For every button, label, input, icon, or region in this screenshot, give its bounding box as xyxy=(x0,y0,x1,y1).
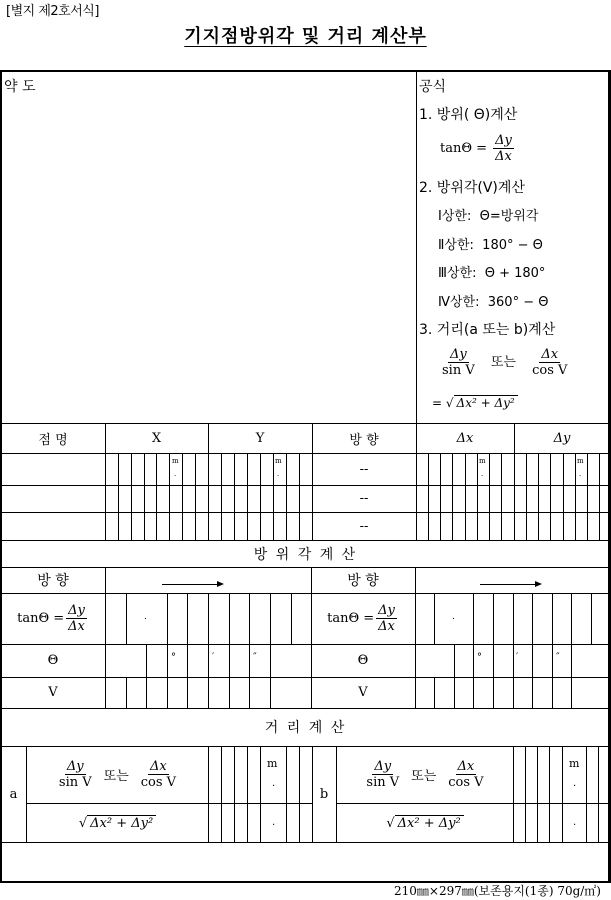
digit-line xyxy=(532,677,533,708)
decimal-mark: . xyxy=(481,470,484,478)
formula-step3: 3. 거리(a 또는 b)계산 xyxy=(419,322,556,338)
unit-mark: m xyxy=(577,457,584,465)
remarks-area[interactable] xyxy=(2,843,608,881)
tan-lhs: tanΘ = xyxy=(327,611,375,626)
header-delta-x: Δx xyxy=(456,430,474,446)
numerator: Δx xyxy=(150,759,167,774)
denominator: Δx xyxy=(378,619,395,634)
digit-line xyxy=(270,593,271,644)
digit-line xyxy=(169,453,170,540)
point-name-input[interactable] xyxy=(1,453,105,485)
digit-line xyxy=(434,677,435,708)
page-title xyxy=(0,22,611,48)
minute-mark: ′ xyxy=(212,652,215,663)
digit-line xyxy=(562,746,563,842)
digit-line xyxy=(586,746,587,842)
quadrant-4 xyxy=(438,291,548,310)
digit-line xyxy=(234,746,235,842)
digit-line xyxy=(273,453,274,540)
header-x: X xyxy=(151,430,162,446)
quadrant-expr: 180° − Θ xyxy=(482,238,543,253)
formula-distance xyxy=(438,347,571,378)
direction-cell[interactable]: -- xyxy=(359,491,369,506)
digit-line xyxy=(550,453,551,540)
formula-heading: 공식 xyxy=(419,79,447,95)
digit-line xyxy=(571,677,572,708)
digit-line xyxy=(131,453,132,540)
or-word: 또는 xyxy=(490,355,516,370)
fraction-cos xyxy=(139,759,178,790)
or-word: 또는 xyxy=(411,769,437,784)
numerator: Δy xyxy=(495,133,512,148)
radicand: Δx² + Δy² xyxy=(395,815,464,831)
distance-label-b: b xyxy=(319,786,329,802)
digit-line xyxy=(532,644,533,677)
digit-line xyxy=(247,453,248,540)
fraction xyxy=(376,603,397,634)
header-y: Y xyxy=(255,430,265,446)
digit-line xyxy=(229,677,230,708)
digit-line xyxy=(270,677,271,708)
degree-mark: ° xyxy=(477,652,482,663)
fraction-cos xyxy=(446,759,485,790)
fraction-sin xyxy=(57,759,94,790)
digit-line xyxy=(525,746,526,842)
azimuth-section-title: 방 위 각 계 산 xyxy=(253,546,358,563)
header-point-name: 점 명 xyxy=(38,432,68,448)
direction-label-right: 방 향 xyxy=(347,573,379,589)
quadrant-label: Ⅲ상한: xyxy=(438,266,477,281)
denominator: sin V xyxy=(58,775,92,790)
digit-line xyxy=(291,593,292,644)
decimal-mark: . xyxy=(452,612,455,622)
digit-line xyxy=(473,593,474,644)
denominator: Δx xyxy=(68,619,85,634)
digit-line xyxy=(537,746,538,842)
digit-line xyxy=(299,746,300,842)
digit-line xyxy=(532,593,533,644)
digit-line xyxy=(234,453,235,540)
denominator: cos V xyxy=(140,775,177,790)
decimal-mark: . xyxy=(277,470,280,478)
v-label-left: V xyxy=(48,685,58,700)
decimal-mark: . xyxy=(144,612,147,622)
quadrant-expr: 360° − Θ xyxy=(487,295,549,310)
numerator: Δx xyxy=(457,759,475,774)
digit-line xyxy=(247,746,248,842)
quadrant-3 xyxy=(438,262,545,281)
radicand: Δx² + Δy² xyxy=(454,395,518,410)
denominator: sin V xyxy=(442,363,475,378)
direction-cell[interactable]: -- xyxy=(359,518,369,534)
digit-line xyxy=(489,453,490,540)
digit-line xyxy=(473,677,474,708)
numerator: Δy xyxy=(378,603,395,618)
numerator: Δy xyxy=(66,759,84,774)
digit-line xyxy=(260,746,261,842)
quadrant-1 xyxy=(438,205,538,224)
digit-line xyxy=(575,453,576,540)
digit-line xyxy=(167,644,168,677)
digit-line xyxy=(229,644,230,677)
distance-sqrt-b xyxy=(337,803,513,842)
digit-line xyxy=(221,453,222,540)
formula-step1: 1. 방위( Θ)계산 xyxy=(419,107,518,123)
digit-line xyxy=(473,644,474,677)
digit-line xyxy=(249,644,250,677)
numerator: Δy xyxy=(374,759,392,774)
quadrant-expr: Θ + 180° xyxy=(484,266,546,281)
v-label-right: V xyxy=(358,685,368,700)
quadrant-label: Ⅰ상한: xyxy=(438,209,472,224)
digit-line xyxy=(187,593,188,644)
digit-line xyxy=(208,644,209,677)
quadrant-label: Ⅳ상한: xyxy=(438,295,480,310)
sqrt-expr: √ Δx² + Δy² xyxy=(446,395,518,410)
denominator: Δx xyxy=(495,149,512,164)
digit-line xyxy=(260,453,261,540)
header-delta-y: Δy xyxy=(553,430,571,446)
digit-line xyxy=(286,746,287,842)
digit-line xyxy=(187,677,188,708)
digit-line xyxy=(167,593,168,644)
quadrant-expr: Θ=방위각 xyxy=(479,209,539,224)
digit-line xyxy=(563,453,564,540)
digit-line xyxy=(208,677,209,708)
digit-line xyxy=(144,453,145,540)
digit-line xyxy=(591,593,592,644)
sketch-area[interactable] xyxy=(3,96,414,421)
decimal-mark: . xyxy=(573,778,577,789)
denominator: cos V xyxy=(448,775,484,790)
digit-line xyxy=(452,453,453,540)
grid-line xyxy=(513,746,514,842)
decimal-mark: . xyxy=(174,470,177,478)
sqrt-expr: √ Δx² + Δy² xyxy=(79,815,156,831)
decimal-mark: . xyxy=(272,778,276,789)
numerator: Δy xyxy=(450,347,467,362)
second-mark: ″ xyxy=(556,652,560,663)
sketch-label: 약 도 xyxy=(4,79,36,95)
decimal-mark: . xyxy=(579,470,582,478)
digit-line xyxy=(440,453,441,540)
digit-line xyxy=(477,453,478,540)
paper-spec-footer: 210㎜×297㎜(보존용지(1종) 70g/㎡) xyxy=(394,884,601,898)
decimal-mark: . xyxy=(272,817,276,828)
theta-label-left: Θ xyxy=(47,653,59,668)
unit-mark: m xyxy=(479,457,486,465)
distance-formula-a xyxy=(27,746,208,803)
digit-line xyxy=(513,677,514,708)
digit-line xyxy=(513,644,514,677)
denominator: sin V xyxy=(366,775,400,790)
fraction xyxy=(493,133,514,164)
digit-line xyxy=(286,453,287,540)
header-direction: 방 향 xyxy=(349,432,379,448)
second-mark: ″ xyxy=(253,652,257,663)
digit-line xyxy=(126,593,127,644)
distance-section-title: 거 리 계 산 xyxy=(264,720,347,736)
denominator: cos V xyxy=(532,363,568,378)
digit-line xyxy=(187,644,188,677)
digit-line xyxy=(549,746,550,842)
digit-line xyxy=(146,677,147,708)
theta-label-right: Θ xyxy=(357,653,369,668)
fraction-sin xyxy=(440,347,477,378)
digit-line xyxy=(454,644,455,677)
grid-line xyxy=(208,746,209,842)
tan-lhs: tanΘ = xyxy=(440,141,488,156)
direction-input-left[interactable] xyxy=(106,568,310,593)
fraction-cos xyxy=(530,347,569,378)
equals-sign: = xyxy=(432,396,443,410)
point-name-input[interactable] xyxy=(1,512,105,540)
digit-line xyxy=(182,453,183,540)
tan-label-left xyxy=(1,593,105,644)
digit-line xyxy=(599,453,600,540)
degree-mark: ° xyxy=(171,652,176,663)
digit-line xyxy=(249,677,250,708)
digit-line xyxy=(513,593,514,644)
formula-tan xyxy=(440,133,516,164)
digit-line xyxy=(552,644,553,677)
digit-line xyxy=(493,644,494,677)
digit-line xyxy=(156,453,157,540)
divider xyxy=(416,71,417,423)
digit-line xyxy=(118,453,119,540)
or-word: 또는 xyxy=(103,769,129,784)
distance-formula-b xyxy=(337,746,513,803)
digit-line xyxy=(146,644,147,677)
digit-line xyxy=(208,593,209,644)
digit-line xyxy=(249,593,250,644)
fraction xyxy=(66,603,87,634)
digit-line xyxy=(270,644,271,677)
digit-line xyxy=(434,593,435,644)
distance-label-a: a xyxy=(9,786,18,802)
unit-mark: m xyxy=(172,457,179,465)
form-number-label: [별지 제2호서식] xyxy=(6,4,99,19)
digit-line xyxy=(571,593,572,644)
digit-line xyxy=(526,453,527,540)
digit-line xyxy=(195,453,196,540)
direction-label-left: 방 향 xyxy=(37,573,69,589)
digit-line xyxy=(598,746,599,842)
digit-line xyxy=(538,453,539,540)
radicand: Δx² + Δy² xyxy=(87,815,156,831)
tan-label-right xyxy=(311,593,415,644)
digit-line xyxy=(552,677,553,708)
point-name-input[interactable] xyxy=(1,485,105,512)
digit-line xyxy=(587,453,588,540)
unit-mark: m xyxy=(569,757,580,770)
quadrant-2 xyxy=(438,234,543,253)
quadrant-label: Ⅱ상한: xyxy=(438,238,474,253)
digit-line xyxy=(571,644,572,677)
digit-line xyxy=(454,677,455,708)
digit-line xyxy=(501,453,502,540)
unit-mark: m xyxy=(267,757,278,770)
digit-line xyxy=(221,746,222,842)
digit-line xyxy=(126,677,127,708)
digit-line xyxy=(465,453,466,540)
unit-mark: m xyxy=(275,457,282,465)
digit-line xyxy=(299,453,300,540)
distance-sqrt-a xyxy=(27,803,208,842)
fraction-sin xyxy=(364,759,401,790)
tan-lhs: tanΘ = xyxy=(17,611,65,626)
digit-line xyxy=(167,677,168,708)
digit-line xyxy=(493,677,494,708)
direction-input-right[interactable] xyxy=(416,568,609,593)
formula-step2: 2. 방위각(V)계산 xyxy=(419,180,525,196)
numerator: Δx xyxy=(541,347,559,362)
page-title-text: 기지점방위각 및 거리 계산부 xyxy=(184,26,427,47)
digit-line xyxy=(493,593,494,644)
digit-line xyxy=(428,453,429,540)
decimal-mark: . xyxy=(573,817,577,828)
digit-line xyxy=(229,593,230,644)
numerator: Δy xyxy=(68,603,85,618)
formula-sqrt xyxy=(432,395,518,410)
digit-line xyxy=(552,593,553,644)
sqrt-expr: √ Δx² + Δy² xyxy=(386,815,463,831)
direction-cell[interactable]: -- xyxy=(359,461,369,477)
minute-mark: ′ xyxy=(516,652,519,663)
